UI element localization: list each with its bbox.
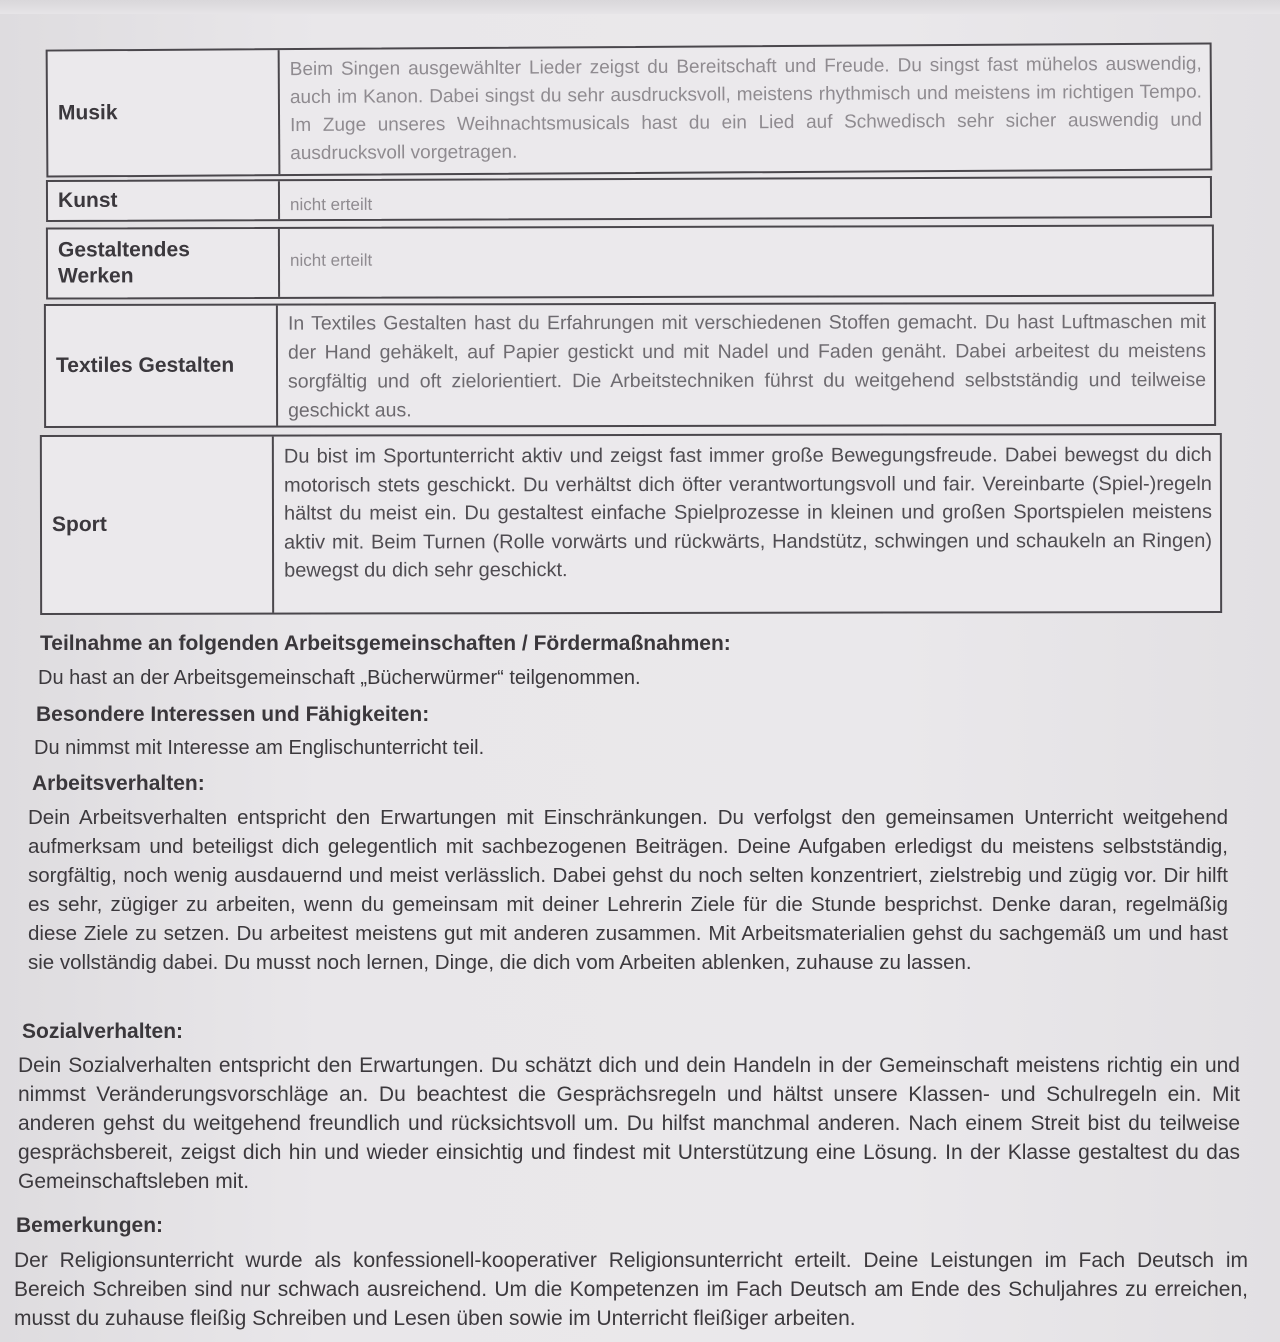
- subject-label: Textiles Gestalten: [46, 306, 278, 426]
- subject-label: Gestaltendes Werken: [48, 229, 280, 298]
- subject-label: Musik: [48, 50, 281, 175]
- section-text-interessen: Du nimmst mit Interesse am Englischunterricht teil.: [34, 737, 485, 759]
- section-heading-sozialverhalten: Sozialverhalten:: [22, 1020, 184, 1043]
- grade-row-sport: [40, 433, 1222, 615]
- section-text-bemerkungen: Der Religionsunterricht wurde als konfessionell-kooperativer Religionsunterricht erteilt. Deine Leistungen im Fach Deutsch im Bereich Schreiben sind nur schwach ausreichend. Um die Kompetenzen im Fach Deutsch am Ende des Schuljahres zu erreichen, musst du zuhause fleißig Schreiben und Lesen üben sowie im Unterricht fleißiger arbeiten.: [14, 1249, 1248, 1330]
- section-heading-arbeitsgemeinschaften: Teilnahme an folgenden Arbeitsgemeinschaften / Fördermaßnahmen:: [40, 632, 731, 655]
- assessment-text: Du bist im Sportunterricht aktiv und zeigst fast immer große Bewegungsfreude. Dabei bewegst du dich motorisch stets geschickt. Du verhältst dich öfter verantwortungsvoll und fair. Vereinbarte (Spiel-)regeln hältst du meist ein. Du gestaltest einfache Spielprozesse in kleinen und großen Sportspielen meistens aktiv mit. Beim Turnen (Rolle vorwärts und rückwärts, Handstütz, schwingen und schaukeln an Ringen) bewegst du dich sehr geschickt.: [283, 443, 1213, 582]
- assessment-text: In Textiles Gestalten hast du Erfahrungen mit verschiedenen Stoffen gemacht. Du hast Luftmaschen mit der Hand gehäkelt, auf Papier gestickt und mit Nadel und Faden genäht. Dabei arbeitest du meistens sorgfältig und oft zielorientiert. Die Arbeitstechniken führst du weitgehend selbstständig und teilweise geschickt aus.: [287, 310, 1207, 422]
- section-text-sozialverhalten: Dein Sozialverhalten entspricht den Erwartungen. Du schätzt dich und dein Handeln in der Gemeinschaft meistens richtig ein und nimmst Veränderungsvorschläge an. Du beachtest die Gesprächsregeln und hältst unsere Klassen- und Schulregeln ein. Mit anderen gehst du weitgehend freundlich und rücksichtsvoll um. Du hilfst manchmal anderen. Nach einem Streit bist du teilweise gesprächsbereit, zeigst dich hin und wieder einsichtig und findest mit Unterstützung eine Lösung. In der Klasse gestaltest du das Gemeinschaftsleben mit.: [18, 1054, 1240, 1193]
- assessment-text: nicht erteilt: [289, 194, 373, 215]
- page-top-edge: [0, 0, 1280, 14]
- subject-label: Sport: [42, 437, 274, 613]
- subject-label: Kunst: [48, 181, 280, 220]
- section-heading-interessen: Besondere Interessen und Fähigkeiten:: [36, 703, 430, 726]
- grade-row-gestaltendes-werken: [46, 224, 1214, 299]
- grade-row-textiles-gestalten: [44, 302, 1216, 428]
- grade-row-musik: [46, 42, 1213, 177]
- section-text-arbeitsverhalten: Dein Arbeitsverhalten entspricht den Erwartungen mit Einschränkungen. Du verfolgst den gemeinsamen Unterricht weitgehend aufmerksam und beteiligst dich gelegentlich mit sachbezogenen Beiträgen. Deine Aufgaben erledigst du meistens selbstständig, sorgfältig, noch wenig ausdauernd und meist verlässlich. Dabei gehst du noch selten konzentriert, zielstrebig und zügig vor. Dir hilft es sehr, zügiger zu arbeiten, wenn du gemeinsam mit deiner Lehrerin Ziele für die Stunde besprichst. Denke daran, regelmäßig diese Ziele zu setzen. Du arbeitest meistens gut mit anderen zusammen. Mit Arbeitsmaterialien gehst du sachgemäß um und hast sie vollständig dabei. Du musst noch lernen, Dinge, die dich vom Arbeiten ablenken, zuhause zu lassen.: [28, 806, 1228, 974]
- grade-row-kunst: [46, 176, 1212, 222]
- section-text-arbeitsgemeinschaften: Du hast an der Arbeitsgemeinschaft „Bücherwürmer“ teilgenommen.: [38, 667, 641, 689]
- assessment-text: nicht erteilt: [289, 250, 373, 270]
- section-heading-bemerkungen: Bemerkungen:: [16, 1214, 164, 1237]
- section-heading-arbeitsverhalten: Arbeitsverhalten:: [32, 772, 205, 795]
- assessment-text: Beim Singen ausgewählter Lieder zeigst du Bereitschaft und Freude. Du singst fast mühelos auswendig, auch im Kanon. Dabei singst du sehr ausdrucksvoll, meistens rhythmisch und meistens im richtigen Tempo. Im Zuge unseres Weihnachtsmusicals hast du ein Lied auf Schwedisch sehr sicher auswendig und ausdrucksvoll vorgetragen.: [289, 53, 1203, 165]
